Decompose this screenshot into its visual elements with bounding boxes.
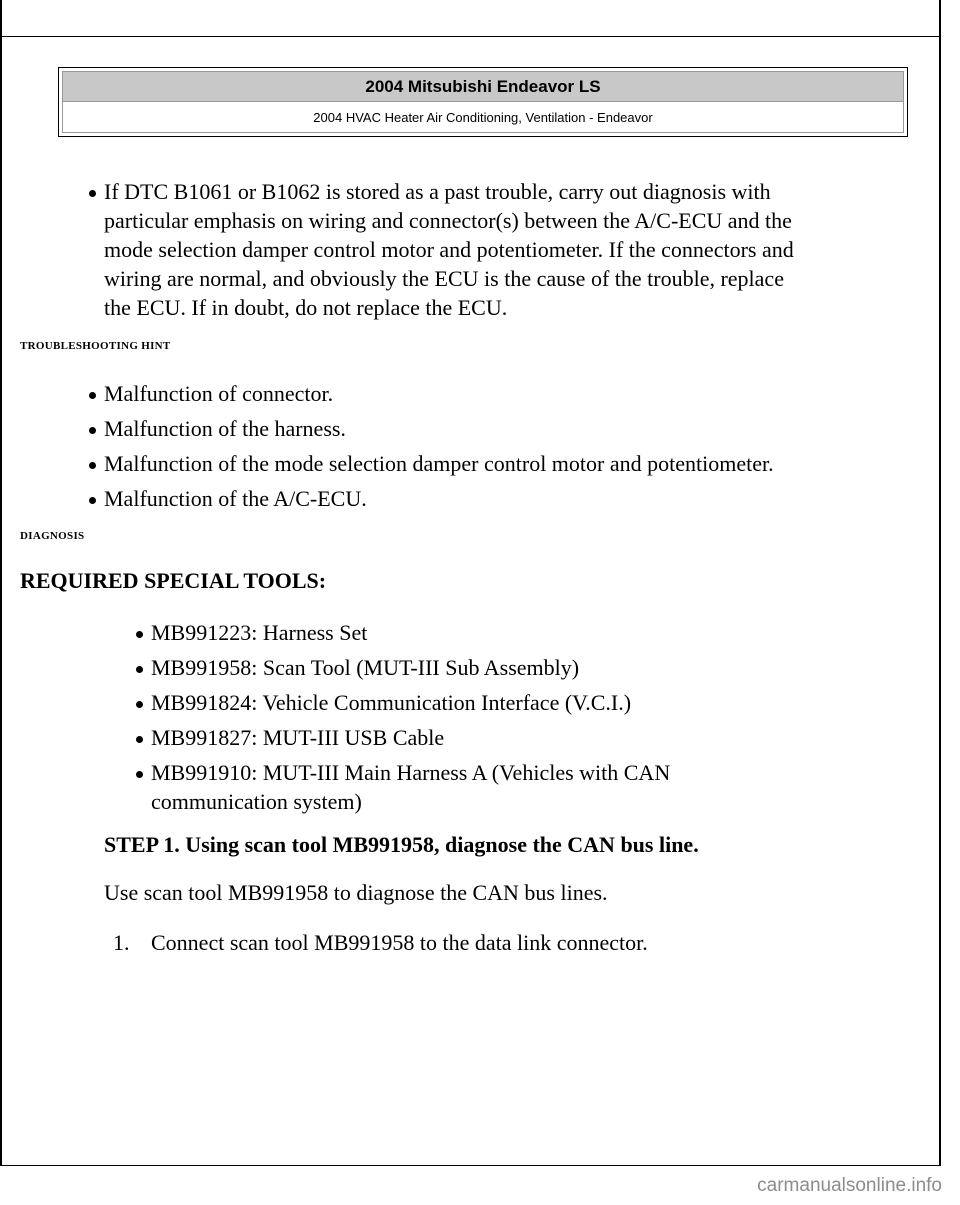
intro-line-3: mode selection damper control motor and potentiometer. If the connectors and — [104, 237, 794, 262]
hint-item-4: Malfunction of the A/C-ECU. — [104, 486, 367, 511]
subtool-item-3-cont: communication system) — [151, 789, 362, 814]
intro-line-2: particular emphasis on wiring and connector(s) between the A/C-ECU and the — [104, 208, 792, 233]
tools-heading: REQUIRED SPECIAL TOOLS: — [20, 568, 327, 593]
page-top-border — [2, 36, 939, 37]
hint-item-3: Malfunction of the mode selection damper control motor and potentiometer. — [104, 451, 774, 476]
intro-line-5: the ECU. If in doubt, do not replace the ECU. — [104, 295, 508, 320]
hint-item-2: Malfunction of the harness. — [104, 416, 346, 441]
bullet-dot — [89, 392, 96, 399]
subtool-item-2: MB991827: MUT-III USB Cable — [151, 725, 445, 750]
header-title: 2004 Mitsubishi Endeavor LS — [63, 72, 903, 102]
bullet-dot — [136, 771, 143, 778]
step-item-1: Connect scan tool MB991958 to the data link connector. — [151, 930, 648, 955]
bullet-dot — [136, 666, 143, 673]
tool-item-2: MB991958: Scan Tool (MUT-III Sub Assembly) — [151, 655, 580, 680]
subtool-item-1: MB991824: Vehicle Communication Interface (V.C.I.) — [151, 690, 632, 715]
watermark: carmanualsonline.info — [757, 1175, 942, 1196]
subtool-item-3: MB991910: MUT-III Main Harness A (Vehicles with CAN — [151, 760, 671, 785]
bullet-dot — [89, 497, 96, 504]
document-header — [58, 67, 908, 137]
bullet-dot — [136, 736, 143, 743]
diagnosis-heading: DIAGNOSIS — [20, 530, 85, 542]
hint-item-1: Malfunction of connector. — [104, 381, 334, 406]
bullet-dot — [136, 701, 143, 708]
troubleshooting-heading: TROUBLESHOOTING HINT — [20, 340, 171, 352]
step-heading: STEP 1. Using scan tool MB991958, diagnose the CAN bus line. — [104, 832, 699, 857]
bullet-dot — [89, 462, 96, 469]
intro-line-4: wiring are normal, and obviously the ECU is the cause of the trouble, replace — [104, 266, 784, 291]
step-item-number: 1. — [113, 930, 130, 955]
intro-line-1: If DTC B1061 or B1062 is stored as a past trouble, carry out diagnosis with — [104, 179, 771, 204]
tool-item-1: MB991223: Harness Set — [151, 620, 368, 645]
bullet-dot — [89, 190, 96, 197]
step-text: Use scan tool MB991958 to diagnose the CAN bus lines. — [104, 880, 608, 905]
header-table — [62, 71, 904, 133]
bullet-dot — [89, 427, 96, 434]
bullet-dot — [136, 631, 143, 638]
header-subtitle: 2004 HVAC Heater Air Conditioning, Ventilation - Endeavor — [313, 109, 653, 125]
